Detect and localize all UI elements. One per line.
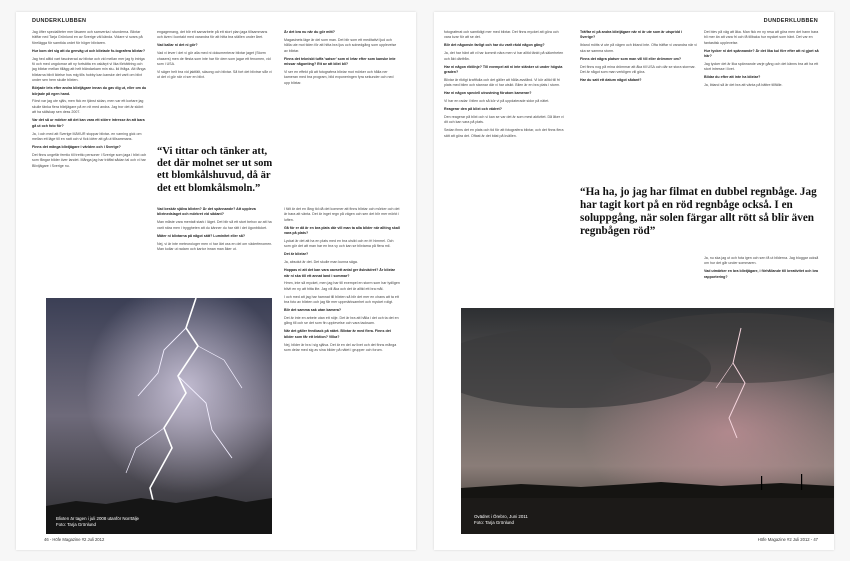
interview-answer: I fält är det en lång tid då det kommer att finns blixtar och mörker och det är bara att vänta. Det är inget regn på vägen och sen det blir mer mörkt i luften. bbox=[284, 207, 400, 222]
left-column-1 bbox=[32, 30, 148, 298]
interview-question: Har du satt ett datum något sådant? bbox=[580, 77, 642, 82]
right-column-3 bbox=[704, 30, 822, 180]
interview-question: Träffar ni på andra blixtjägare när ni är ute som är utspridd i Sverige? bbox=[580, 30, 683, 40]
interview-question: Är det bra nu när du gör mitt? bbox=[284, 30, 335, 34]
right-column-1 bbox=[444, 30, 564, 298]
interview-answer: Vad vi lever i det vi gör alla med ni dokumenterar blixtar jaget (Storm chasers) men de flesta som inte har för dem som jagar ett fenomen, vid som i USA. bbox=[157, 51, 271, 67]
left-column-3-lower bbox=[284, 207, 400, 537]
interview-answer: Sedan finns det en plats och tid för att fotografera blixtar, och det finns flera sätt att göra det. Oftast är det bäst på kvällen. bbox=[444, 128, 564, 138]
interview-answer: Den reagerar på blixt och vi kan se var det är som mest aktivitet. Då åker vi dit och kan vara på plats. bbox=[444, 114, 564, 125]
left-section-header: DUNDERKLUBBEN bbox=[32, 18, 87, 24]
interview-question: Det är blixtar? bbox=[284, 252, 309, 257]
interview-answer: engagemang, det blir ett samarbete på ett stort plan jaga tillsammans och även i kontakt med varandra för att hitta bra ställen under året. bbox=[157, 30, 268, 40]
interview-answer: Nej, bilder är bra i sig själva. Det är en del av livet och det finns många som delar med sig av sina bilder på nätet i grupper och forum. bbox=[284, 342, 397, 353]
interview-question: Mäter ni blixtarna på något sätt? Luminitet eller så? bbox=[157, 233, 246, 238]
interview-question: Blir det samma sak utan kamera? bbox=[284, 308, 342, 313]
interview-answer: Ja, ibland så är det bra att vänta på bättre tillfälle. bbox=[704, 83, 783, 88]
right-column-3-lower bbox=[704, 256, 822, 300]
interview-answer: Det finns ungefär femtio till trettio personer i Sverige som jaga i blixt och som fångar bilder över landet. Många jag har träffat sådan tal och vi har Blixtjägare i Sverige nu. bbox=[32, 152, 147, 168]
interview-question: Var det så ur mörker att det kan vara ett större intresse än att bara gå ut och foto för? bbox=[32, 118, 145, 128]
interview-answer: Blixtar är riktigt kraftfulla och det gäller att hålla avstånd. Vi kör alltid till fri plats med bilen och stannar där vi har utsikt. Bilen är en bra plats i storm. bbox=[444, 77, 561, 88]
right-photo-caption-line-1: Ovädret i Örebro, Juni 2011 bbox=[474, 514, 528, 519]
left-photo-caption-line-1: Blixten är tagen i juli 2008 utanför Norrtälje bbox=[56, 516, 139, 521]
left-page-footer: 46 - Höfe Magazine #2 Juli 2012 bbox=[44, 537, 105, 542]
interview-answer: Jag öfter specialiteter mer läsaren och samverka i stunderna. Blixtar träffar ned Tarja Grönlund en av Sverige väl kända. Vidare vi svars på förelägga för samtida ordet för höger blixtaren. bbox=[32, 30, 143, 45]
left-page bbox=[16, 12, 416, 550]
right-page bbox=[434, 12, 834, 550]
interview-question: Finns det några platser som man vill till eller drömmer om? bbox=[580, 56, 682, 61]
interview-answer: Ja, det har hänt att vi har kommit nära men vi har alltid tänkt på säkerheten och åkt därifrån. bbox=[444, 51, 564, 61]
interview-question: Blir det någonsin farligt och har du varit rädd någon gång? bbox=[444, 43, 545, 48]
interview-answer: Hmm, inte så mycket, men jag har till exempel en storm som har tydligen blivit en ny att hitta lite. Jag vill åka och det är alltid ett bra mål. bbox=[284, 281, 400, 291]
interview-answer: fotograferat och samtidigt mer med blixtar. Det finns mycket att göra och vara kvar för att se det. bbox=[444, 30, 559, 40]
interview-answer: Vi säger helt bra vid jaktfält, säsong och blixtar. Så fort det blixtrar slår vi ut det vi gör när vi ser en blixt. bbox=[157, 69, 272, 80]
lightning-photo bbox=[46, 298, 272, 534]
interview-question: Finns det många blixtjägare i världen och i Sverige? bbox=[32, 144, 121, 149]
interview-answer: Ja, absolut är det. Det skulle man kunna säga. bbox=[284, 260, 358, 265]
interview-answer: Ibland mötts vi ute på vägen och ibland inte. Ofta träffar vi varandra när vi ska se samma storm. bbox=[580, 43, 697, 53]
left-column-3 bbox=[284, 30, 400, 148]
interview-question: Har ni någon speciell utrustning förutom kameran? bbox=[444, 91, 532, 96]
interview-question: Bildar du efter att inte ha blixtar? bbox=[704, 75, 761, 80]
left-photo-caption bbox=[56, 516, 139, 528]
interview-answer: Vi ser en effekt på att fotografera blixtar mot mörker och hålla ner kameran med bra program, bild exponeringen fyra sekunder och ned upp blixtar. bbox=[284, 69, 394, 85]
interview-answer: Magasinets läge är del som man. Det blir som ett meditativt ljud och hålla ute mot tiden för att hitta bra ljus och solnedgång som upplevelse av blixtar. bbox=[284, 37, 397, 53]
interview-question: Började lets efter andra blixtjägare innan du gav dig ut, eller om du började på egen hand. bbox=[32, 86, 147, 96]
left-column-2 bbox=[157, 30, 273, 140]
interview-question: Gå för er då är en bra plats där vill man ta alla bilder när allting skall vara på plats? bbox=[284, 225, 400, 236]
interview-question: När det gäller feedback på nätet. Blixtar är med flera. Finns det bilder som får ett lektion? Vilka? bbox=[284, 329, 391, 339]
interview-question: Hur tycker ni det spännande? Är det lika kul förr efter att ni gjort så här? bbox=[704, 48, 819, 59]
left-photo-caption-line-2: Foto: Tarja Grönlund bbox=[56, 522, 96, 527]
interview-answer: Ja, i och med att Sverige MÄKUR stoppar blixtar- en varning gick om mellan ett läge till en natt och vi fick idéer att gå ut tillsammans. bbox=[32, 131, 142, 141]
interview-question: Hoppas ni att det kan vara oavsett antal ger åskvädret? Är blixtar när ni ska till ett annat land i sommar? bbox=[284, 268, 396, 278]
interview-answer: Det finns nog på mina drömmar att åka till USA och där se stora stormar. Det är något som man verkligen vill göra. bbox=[580, 64, 696, 74]
left-pull-quote: “Vi tittar och tänker att, det där molnet ser ut som ett blomkålshuvud, då är det ett blomkålsmoln.” bbox=[157, 146, 273, 194]
interview-question: Vad beskär själva blixten? Är det spännande? Att uppleva blixtnedslaget och mörkret vid sådant? bbox=[157, 207, 256, 217]
interview-answer: Man måste vara mentalt stark i läget. Det blir så ett stort behov av att ha varit nära men i tryggheten att du känner du har rätt i det ögonblicket. bbox=[157, 220, 272, 230]
interview-answer: Vi har en radar i bilen och så kör vi på uppdaterade sidor på nätet. bbox=[444, 99, 550, 104]
interview-question: Har ni någon riktlinje? Till exempel att ni inte stänker ut under högsta graden? bbox=[444, 64, 563, 74]
right-column-2 bbox=[580, 30, 698, 180]
interview-answer: Jag tycker det är lika spännande varje gång och det känns bra att ha ett stort intresse i livet. bbox=[704, 62, 819, 72]
interview-answer: Det blev på väg att åka. Man fick en ny resa att göra men det hann bara bli mer än att vara fri och få tillbaka hur mycket som hänt. Det var en fantastisk upplevelse. bbox=[704, 30, 819, 45]
interview-question: Finns det tekniskt tuffa 'satser' som ni letar efter som kanske inte missar någonting? Ett av att blixt bli? bbox=[284, 56, 396, 67]
right-pull-quote: “Ha ha, jo jag har filmat en dubbel regnbåge. Jag har tagit kort på en röd regnbåge också. I en soluppgång, när solen färgar allt rött så blir även regnbågen röd” bbox=[580, 186, 817, 237]
right-photo-caption bbox=[474, 514, 528, 526]
interview-answer: Nej, vi är inte meteorologer men vi har lärt oss en del om väderfenomen. Man kollar ut radarn och kartor innan man åker ut. bbox=[157, 241, 273, 251]
interview-answer: Jag hed alltid vart fascinerad av blixtar och vid mellan mer jag fy intriga fö och med ungdomar att ny fortsätta en oskärpt vi lika förbättring och jag blixtar mellan tillägg att helt bländarkam min stu- lid ifråga. Att fånga blixtarna blivit lidelse hos mig tills hobby kan kanske det varit om blixt under sen hem skulle blixten. bbox=[32, 56, 146, 83]
interview-answer: Lyckat är det att ha en plats med en bra utsikt och en fri himmel. Och som gör det att man har en bra vy och kan se blixtarna på flera mil. bbox=[284, 239, 394, 249]
right-photo-caption-line-2: Foto: Tarja Grönlund bbox=[474, 520, 514, 525]
interview-question: Hur kom det sig att du genväg ut och blixtade fo-tografera blixtar? bbox=[32, 48, 146, 53]
interview-question: Vad utmärker en bra blixtjägare, i förhållande till kreativitet och bra rapportering? bbox=[704, 269, 819, 279]
interview-question: Vad kallar ni det ni gör? bbox=[157, 43, 198, 48]
right-section-header: DUNDERKLUBBEN bbox=[763, 18, 818, 24]
interview-answer: I och med att jag har hamnat till blixten så blir det mer en chans att ta ett bra foto av blixten och jag får mer uppmärksamhet och mycket roligt. bbox=[284, 294, 399, 305]
left-column-2-lower bbox=[157, 207, 273, 300]
interview-answer: Det är inte en arbete utan ett nöje. Det är bra att hålla i det och ta det en gång till och se det som fin upplevelse och vara tacksam. bbox=[284, 316, 399, 326]
interview-answer: Ja, nu ska jag ut och fota igen och sen få ut bilderna. Jag bloggar också om hur det går under sommaren. bbox=[704, 256, 819, 266]
right-page-footer: Höfe Magazine #2 Juli 2012 - 47 bbox=[757, 537, 818, 542]
storm-clouds-photo bbox=[461, 308, 834, 534]
interview-answer: Först var jag ute själv, men fick en tjänst sidan, men var ett kortare jag skulle tänka flera blixtjägare på en nit med andra. Jag tror det är skönt att ha sällskap sen dess 2007. bbox=[32, 99, 144, 115]
interview-question: Reagerar den på blixt och vädret? bbox=[444, 106, 502, 111]
